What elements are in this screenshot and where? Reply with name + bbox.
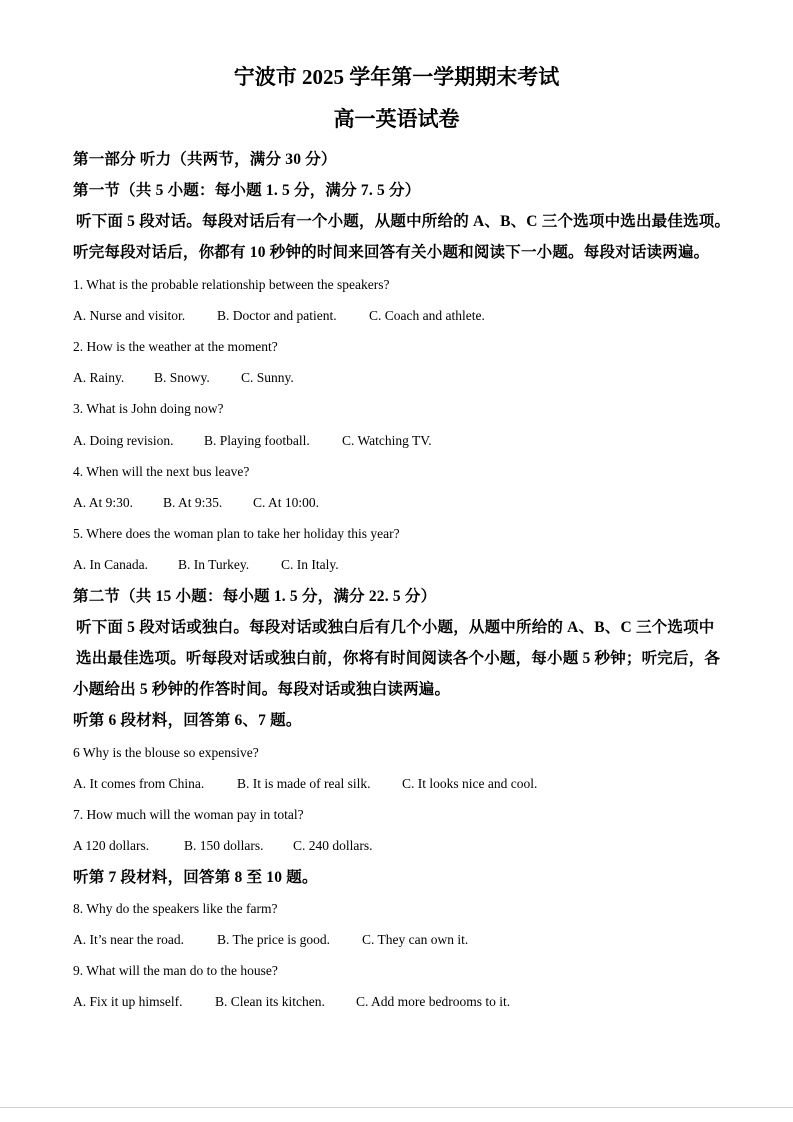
question-options — [73, 837, 373, 855]
material-6-heading: 听第 6 段材料，回答第 6、7 题。 — [73, 712, 302, 729]
question-stem: 3. What is John doing now? — [73, 401, 224, 416]
part-one-heading: 第一部分 听力（共两节，满分 30 分） — [73, 151, 337, 168]
question-options — [73, 993, 510, 1011]
option-c: C. Add more bedrooms to it. — [356, 994, 511, 1009]
question-options — [73, 775, 537, 793]
section-two-heading: 第二节（共 15 小题：每小题 1. 5 分，满分 22. 5 分） — [73, 588, 437, 605]
option-c: C. It looks nice and cool. — [402, 776, 538, 791]
section-two-instruction-line: 听下面 5 段对话或独白。每段对话或独白后有几个小题，从题中所给的 A、B、C 三个选项中 — [76, 619, 715, 636]
option-c: C. 240 dollars. — [293, 838, 373, 853]
option-c: C. Sunny. — [241, 370, 294, 385]
question-options — [73, 931, 468, 949]
option-a: A 120 dollars. — [73, 838, 150, 853]
option-a: A. Rainy. — [73, 370, 125, 385]
option-a: A. Doing revision. — [73, 433, 174, 448]
option-a: A. It’s near the road. — [73, 932, 184, 947]
option-c: C. Coach and athlete. — [369, 308, 485, 323]
question-options — [73, 307, 485, 325]
question-stem: 8. Why do the speakers like the farm? — [73, 901, 278, 916]
option-a: A. In Canada. — [73, 557, 148, 572]
section-two-instruction-line: 小题给出 5 秒钟的作答时间。每段对话或独白读两遍。 — [73, 681, 451, 698]
option-a: A. Fix it up himself. — [73, 994, 183, 1009]
option-b: B. Snowy. — [154, 370, 210, 385]
option-b: B. Clean its kitchen. — [215, 994, 325, 1009]
question-stem: 6 Why is the blouse so expensive? — [73, 745, 259, 760]
question-options — [73, 369, 294, 387]
option-b: B. It is made of real silk. — [237, 776, 371, 791]
question-options — [73, 494, 319, 512]
question-stem: 2. How is the weather at the moment? — [73, 339, 278, 354]
section-two-instruction-line: 选出最佳选项。听每段对话或独白前，你将有时间阅读各个小题，每小题 5 秒钟；听完后，各 — [76, 650, 721, 667]
material-7-heading: 听第 7 段材料，回答第 8 至 10 题。 — [73, 869, 318, 886]
exam-subtitle: 高一英语试卷 — [333, 107, 460, 131]
question-stem: 1. What is the probable relationship between the speakers? — [73, 277, 390, 292]
question-stem: 7. How much will the woman pay in total? — [73, 807, 304, 822]
question-options — [73, 556, 339, 574]
option-b: B. 150 dollars. — [184, 838, 264, 853]
option-a: A. Nurse and visitor. — [73, 308, 186, 323]
option-a: A. At 9:30. — [73, 495, 134, 510]
option-a: A. It comes from China. — [73, 776, 205, 791]
option-c: C. Watching TV. — [342, 433, 432, 448]
question-stem: 4. When will the next bus leave? — [73, 464, 250, 479]
option-b: B. Playing football. — [204, 433, 310, 448]
option-c: C. They can own it. — [362, 932, 469, 947]
question-stem: 9. What will the man do to the house? — [73, 963, 278, 978]
option-c: C. In Italy. — [281, 557, 339, 572]
option-b: B. Doctor and patient. — [217, 308, 337, 323]
section-one-heading: 第一节（共 5 小题：每小题 1. 5 分，满分 7. 5 分） — [73, 182, 421, 199]
section-one-instruction-line: 听下面 5 段对话。每段对话后有一个小题，从题中所给的 A、B、C 三个选项中选出最佳选项。 — [76, 213, 731, 230]
question-stem: 5. Where does the woman plan to take her holiday this year? — [73, 526, 400, 541]
option-b: B. In Turkey. — [178, 557, 250, 572]
question-options — [73, 432, 432, 450]
option-c: C. At 10:00. — [253, 495, 320, 510]
page-bottom-divider — [0, 1107, 793, 1108]
section-one-instruction-line: 听完每段对话后，你都有 10 秒钟的时间来回答有关小题和阅读下一小题。每段对话读两遍。 — [73, 244, 710, 261]
option-b: B. At 9:35. — [163, 495, 223, 510]
option-b: B. The price is good. — [217, 932, 330, 947]
exam-title: 宁波市 2025 学年第一学期期末考试 — [233, 65, 560, 89]
